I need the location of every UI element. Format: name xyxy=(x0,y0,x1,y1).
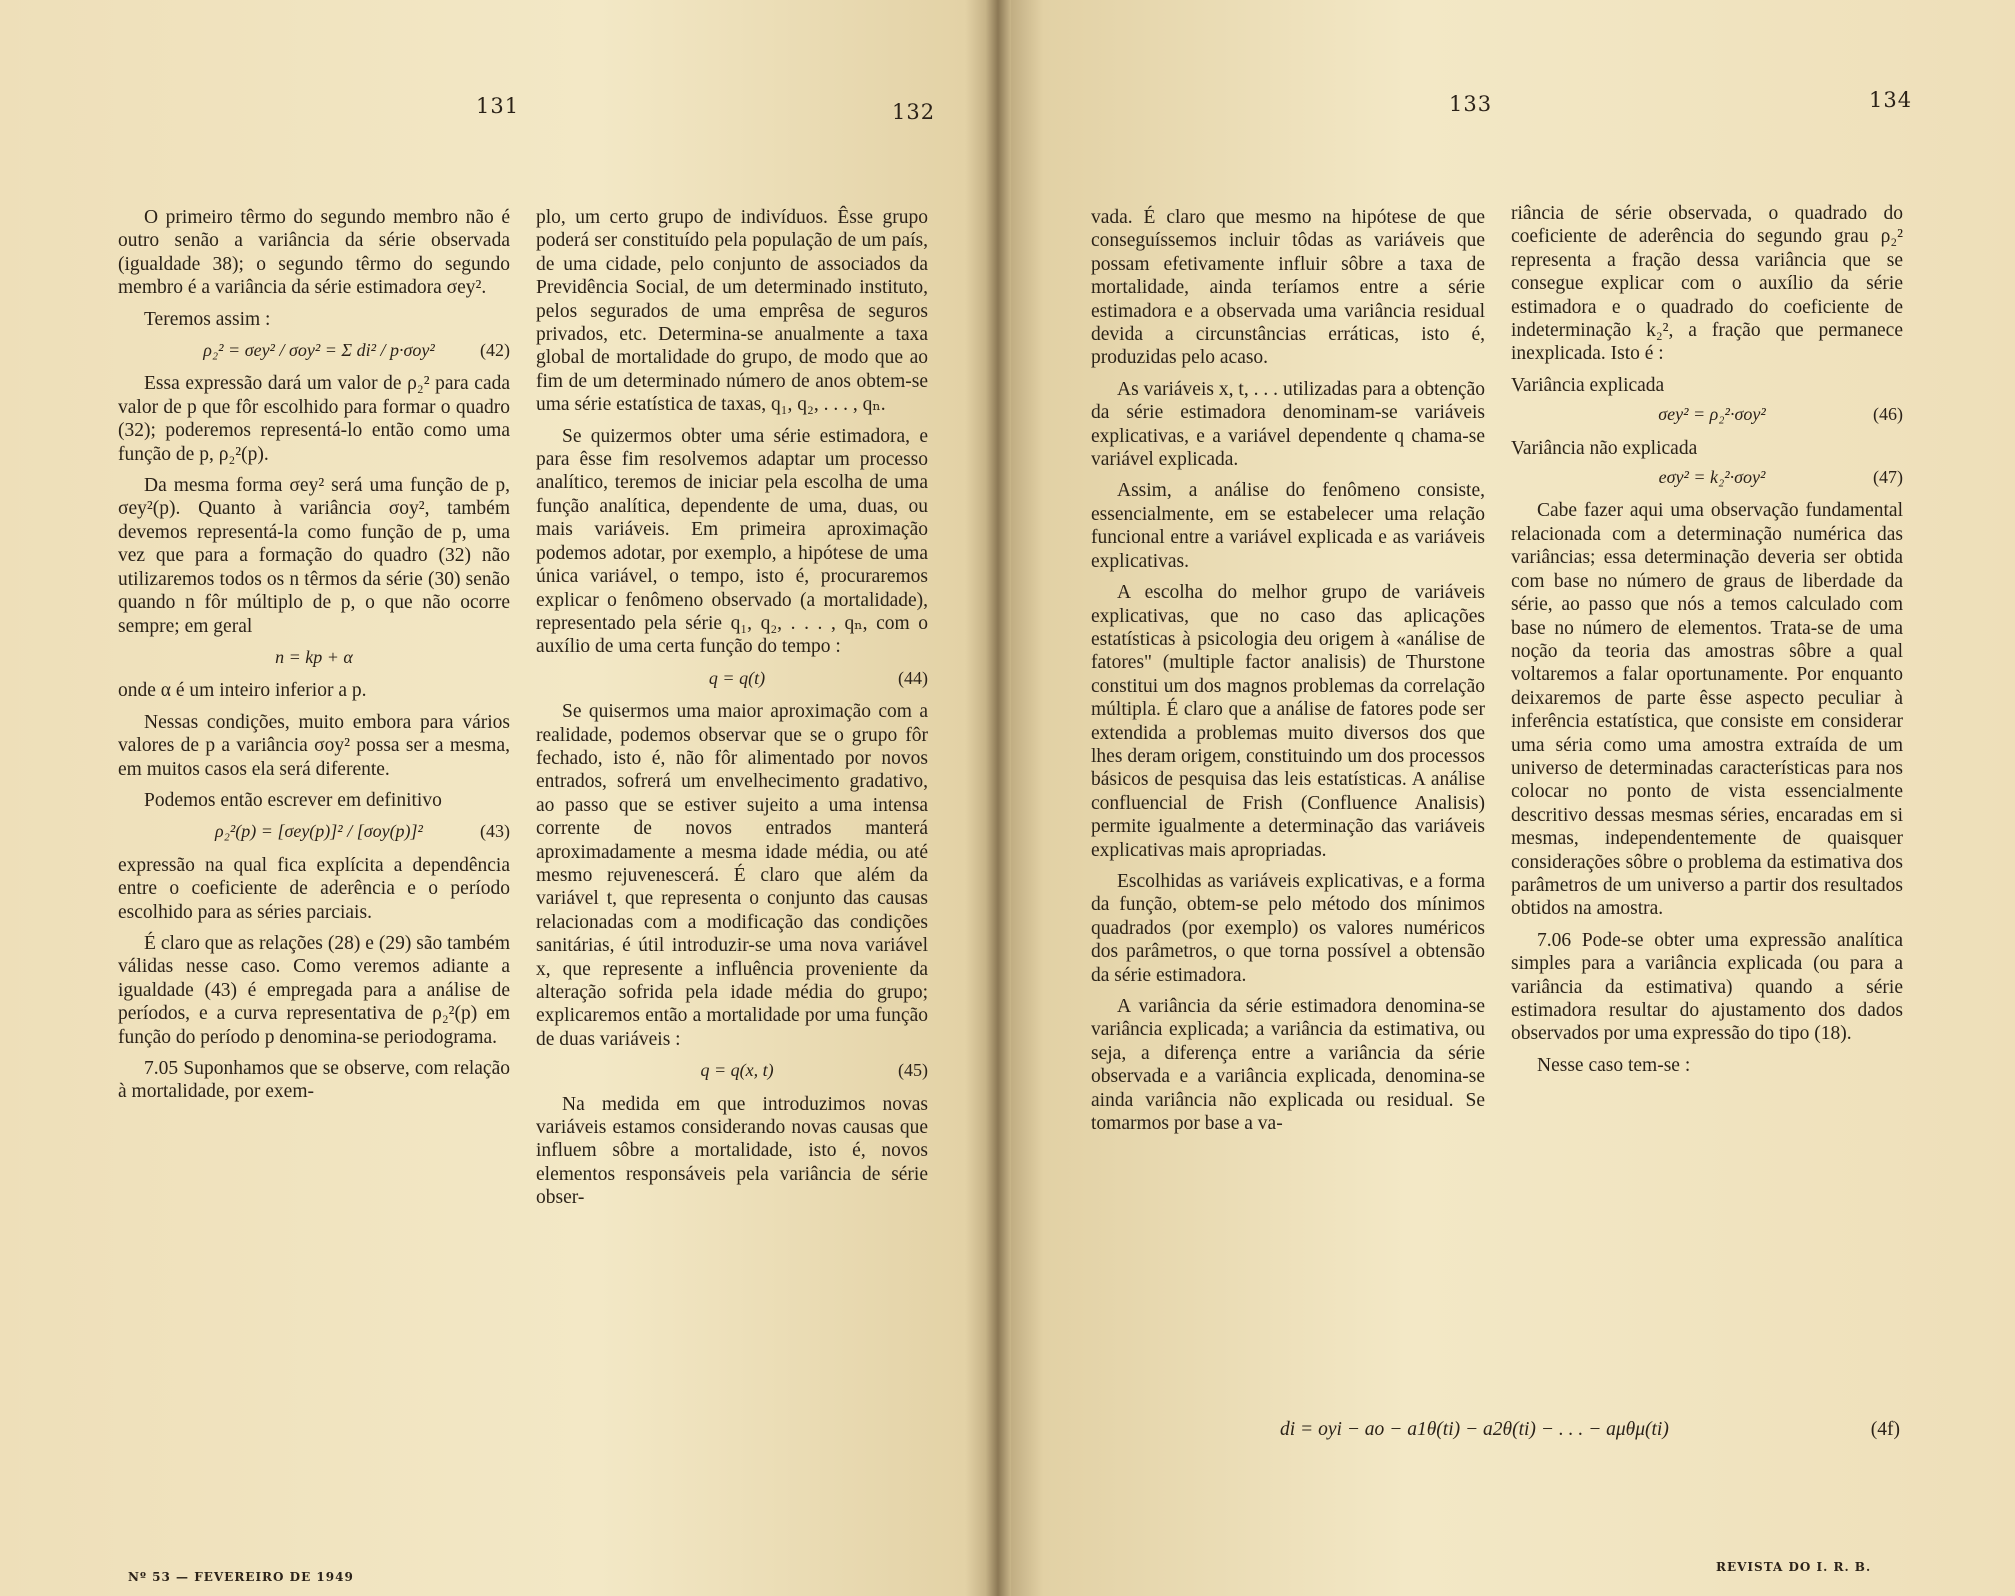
column-page-131 xyxy=(118,206,510,1112)
subheading: Variância não explicada xyxy=(1511,437,1698,459)
paragraph: Podemos então escrever em definitivo xyxy=(144,789,442,811)
subheading: Variância explicada xyxy=(1511,374,1665,396)
equation-body: q = q(t) xyxy=(708,667,766,688)
paragraph: Nessas condições, muito embora para vários valores de p a variância σoy² possa ser a mesma, em muitos casos ela será diferente. xyxy=(118,711,510,780)
paragraph: É claro que as relações (28) e (29) são também válidas nesse caso. Como veremos adiante a igualdade (43) é empregada para a análise de períodos, e a curva representativa de ρ₂²(p) em função do período p denomina-se periodograma. xyxy=(118,932,510,1048)
equation-number: (47) xyxy=(1873,467,1903,488)
paragraph: 7.05 Suponhamos que se observe, com relação à mortalidade, por exem- xyxy=(118,1058,510,1103)
paragraph: Se quizermos obter uma série estimadora, e para êsse fim resolvemos adaptar um processo analítico, teremos de iniciar pela escolha de uma função analítica, dependente de uma, duas, ou mais variáveis. Em primeira aproximação podemos adotar, por exemplo, a hipótese de uma única variável, o tempo, isto é, procuraremos explicar o fenômeno observado (a mortalidade), representado pela série q₁, q₂, . . . , qₙ, com o auxílio de uma certa função do tempo : xyxy=(536,425,928,658)
equation-body: ρ₂² = σey² / σoy² = Σ di² / p·σoy² xyxy=(203,340,435,361)
paragraph: A variância da série estimadora denomina-se variância explicada; a variância da estimativa, ou seja, a diferença entre a variância da série observada e a variância explicada, denomina-se ainda variância não explicada ou residual. Se tomarmos por base a va- xyxy=(1091,996,1485,1135)
page-number-133: 133 xyxy=(1449,92,1493,116)
paragraph: Assim, a análise do fenômeno consiste, essencialmente, em se estabelecer uma relação funcional entre a variável explicada e as variáveis explicativas. xyxy=(1091,480,1485,572)
equation-body: q = q(x, t) xyxy=(700,1060,774,1081)
footer-journal-name: REVISTA DO I. R. B. xyxy=(1716,1560,1872,1574)
equation-body: n = kp + α xyxy=(275,646,353,667)
equation-number: (44) xyxy=(898,667,928,688)
equation-47 xyxy=(1511,466,1903,489)
column-page-133 xyxy=(1091,206,1485,1143)
column-page-134 xyxy=(1511,202,1903,1085)
page-number-131: 131 xyxy=(476,94,520,118)
column-page-132 xyxy=(536,206,928,1218)
equation-42 xyxy=(118,339,510,362)
paragraph: Se quisermos uma maior aproximação com a realidade, podemos observar que se o grupo fôr fechado, isto é, não fôr alimentado por novos entrados, sofrerá um envelhecimento gradativo, ao passo que se estiver sujeito a uma intensa corrente de novos entrados manterá aproximadamente a mesma idade média, ou até mesmo rejuvenescerá. É claro que além da variável t, que representa o conjunto das causas relacionadas com a modificação das condições sanitárias, é útil introduzir-se uma nova variável x, que represente a influência proveniente da alteração sofrida pela idade média do grupo; explicaremos então a mortalidade por uma função de duas variáveis : xyxy=(536,701,928,1050)
page-number-132: 132 xyxy=(892,100,936,124)
equation-body: eσy² = k₂²·σoy² xyxy=(1658,467,1766,488)
equation-46 xyxy=(1511,403,1903,426)
paragraph: plo, um certo grupo de indivíduos. Êsse grupo poderá ser constituído pela população de um país, de uma cidade, pelo conjunto de associados da Previdência Social, de um determinado instituto, pelos segurados de uma emprêsa de seguros privados, etc. Determina-se anualmente a taxa global de mortalidade do grupo, de modo que ao fim de um determinado número de anos obtem-se uma série estatística de taxas, q₁, q₂, . . . , qₙ. xyxy=(536,207,928,416)
equation-44 xyxy=(536,667,928,690)
equation-43 xyxy=(118,820,510,843)
equation-body: σey² = ρ₂²·σoy² xyxy=(1658,404,1766,425)
paragraph: expressão na qual fica explícita a dependência entre o coeficiente de aderência e o período escolhido para as séries parciais. xyxy=(118,854,510,923)
footer-issue-date: Nº 53 — FEVEREIRO DE 1949 xyxy=(128,1570,354,1584)
paragraph: onde α é um inteiro inferior a p. xyxy=(118,680,367,702)
paragraph: Cabe fazer aqui uma observação fundamental relacionada com a determinação numérica das variâncias; essa determinação deveria ser obtida com base no número de graus de liberdade da série, ao passo que nós a temos calculado com base no número de elementos. Trata-se de uma noção da teoria das amostras sôbre a qual voltaremos a falar oportunamente. Por enquanto deixaremos de parte êsse aspecto peculiar à inferência estatística, que consiste em considerar uma séria como uma amostra extraída de um universo de determinadas características para nos colocar no ponto de vista essencialmente descritivo dessas mesmas séries, encaradas em si mesmas, independentemente de quaisquer considerações sôbre o problema da estimativa dos parâmetros de um universo a partir dos resultados obtidos na amostra. xyxy=(1511,500,1903,920)
equation-body: di = oyi − ao − a1θ(ti) − a2θ(ti) − . . . − aμθμ(ti) xyxy=(1280,1419,1669,1440)
equation-n xyxy=(118,646,510,669)
equation-number: (46) xyxy=(1873,404,1903,425)
paragraph: Teremos assim : xyxy=(144,308,271,330)
paragraph: 7.06 Pode-se obter uma expressão analítica simples para a variância explicada (ou para a variância da estimativa) quando a série estimadora resultar do ajustamento dos dados observados por uma expressão do tipo (18). xyxy=(1511,929,1903,1045)
paragraph: vada. É claro que mesmo na hipótese de que conseguíssemos incluir tôdas as variáveis que possam efetivamente influir sôbre a taxa de mortalidade, ainda teríamos entre a série estimadora e a observada uma variância residual devida a circunstâncias erráticas, isto é, produzidas pelo acaso. xyxy=(1091,207,1485,369)
equation-body: ρ₂²(p) = [σey(p)]² / [σoy(p)]² xyxy=(215,821,423,842)
paragraph: A escolha do melhor grupo de variáveis explicativas, que no caso das aplicações estatísticas à psicologia deu origem à «análise de fatores" (multiple factor analisis) de Thurstone constitui um dos magnos problemas da correlação múltipla. É claro que a análise de fatores pode ser extendida a problemas muito diversos dos que lhes deram origem, constituindo um dos processos básicos de pesquisa das leis estatísticas. A análise confluencial de Frish (Confluence Analisis) permite igualmente a determinação das variáveis explicativas mais apropriadas. xyxy=(1091,582,1485,861)
book-gutter xyxy=(985,0,1011,1596)
paragraph: riância de série observada, o quadrado do coeficiente de aderência do segundo grau ρ₂² representa a fração dessa variância que se consegue explicar com o auxílio da série estimadora e o quadrado do coeficiente de indeterminação k₂², a fração que permanece inexplicada. Isto é : xyxy=(1511,203,1903,365)
equation-48 xyxy=(1280,1418,1900,1441)
paragraph: Da mesma forma σey² será uma função de p, σey²(p). Quanto à variância σoy², também devemos representá-la como função de p, uma vez que para a formação do quadro (32) não utilizaremos todos os n têrmos da série (30) senão quando n fôr múltiplo de p, o que não ocorre sempre; em geral xyxy=(118,475,510,637)
paragraph: Na medida em que introduzimos novas variáveis estamos considerando novas causas que influem sôbre a mortalidade, isto é, novos elementos responsáveis pela variância de série obser- xyxy=(536,1093,928,1209)
equation-number: (43) xyxy=(480,821,510,842)
paragraph: As variáveis x, t, . . . utilizadas para a obtenção da série estimadora denominam-se variáveis explicativas, e a variável dependente q chama-se variável explicada. xyxy=(1091,378,1485,471)
equation-number: (42) xyxy=(480,340,510,361)
paragraph: Escolhidas as variáveis explicativas, e a forma da função, obtem-se pelo método dos mínimos quadrados (por exemplo) os valores numéricos dos parâmetros, o que torna possível a obtensão da série estimadora. xyxy=(1091,870,1485,986)
equation-number: (45) xyxy=(898,1060,928,1081)
paragraph: O primeiro têrmo do segundo membro não é outro senão a variância da série observada (igualdade 38); o segundo têrmo do segundo membro é a variância da série estimadora σey². xyxy=(118,207,510,299)
paragraph: Nesse caso tem-se : xyxy=(1537,1054,1691,1076)
paragraph: Essa expressão dará um valor de ρ₂² para cada valor de p que fôr escolhido para formar o quadro (32); poderemos representá-lo então como uma função de p, ρ₂²(p). xyxy=(118,373,510,465)
equation-number: (4f) xyxy=(1870,1419,1900,1440)
equation-45 xyxy=(536,1059,928,1082)
page-number-134: 134 xyxy=(1869,88,1913,112)
